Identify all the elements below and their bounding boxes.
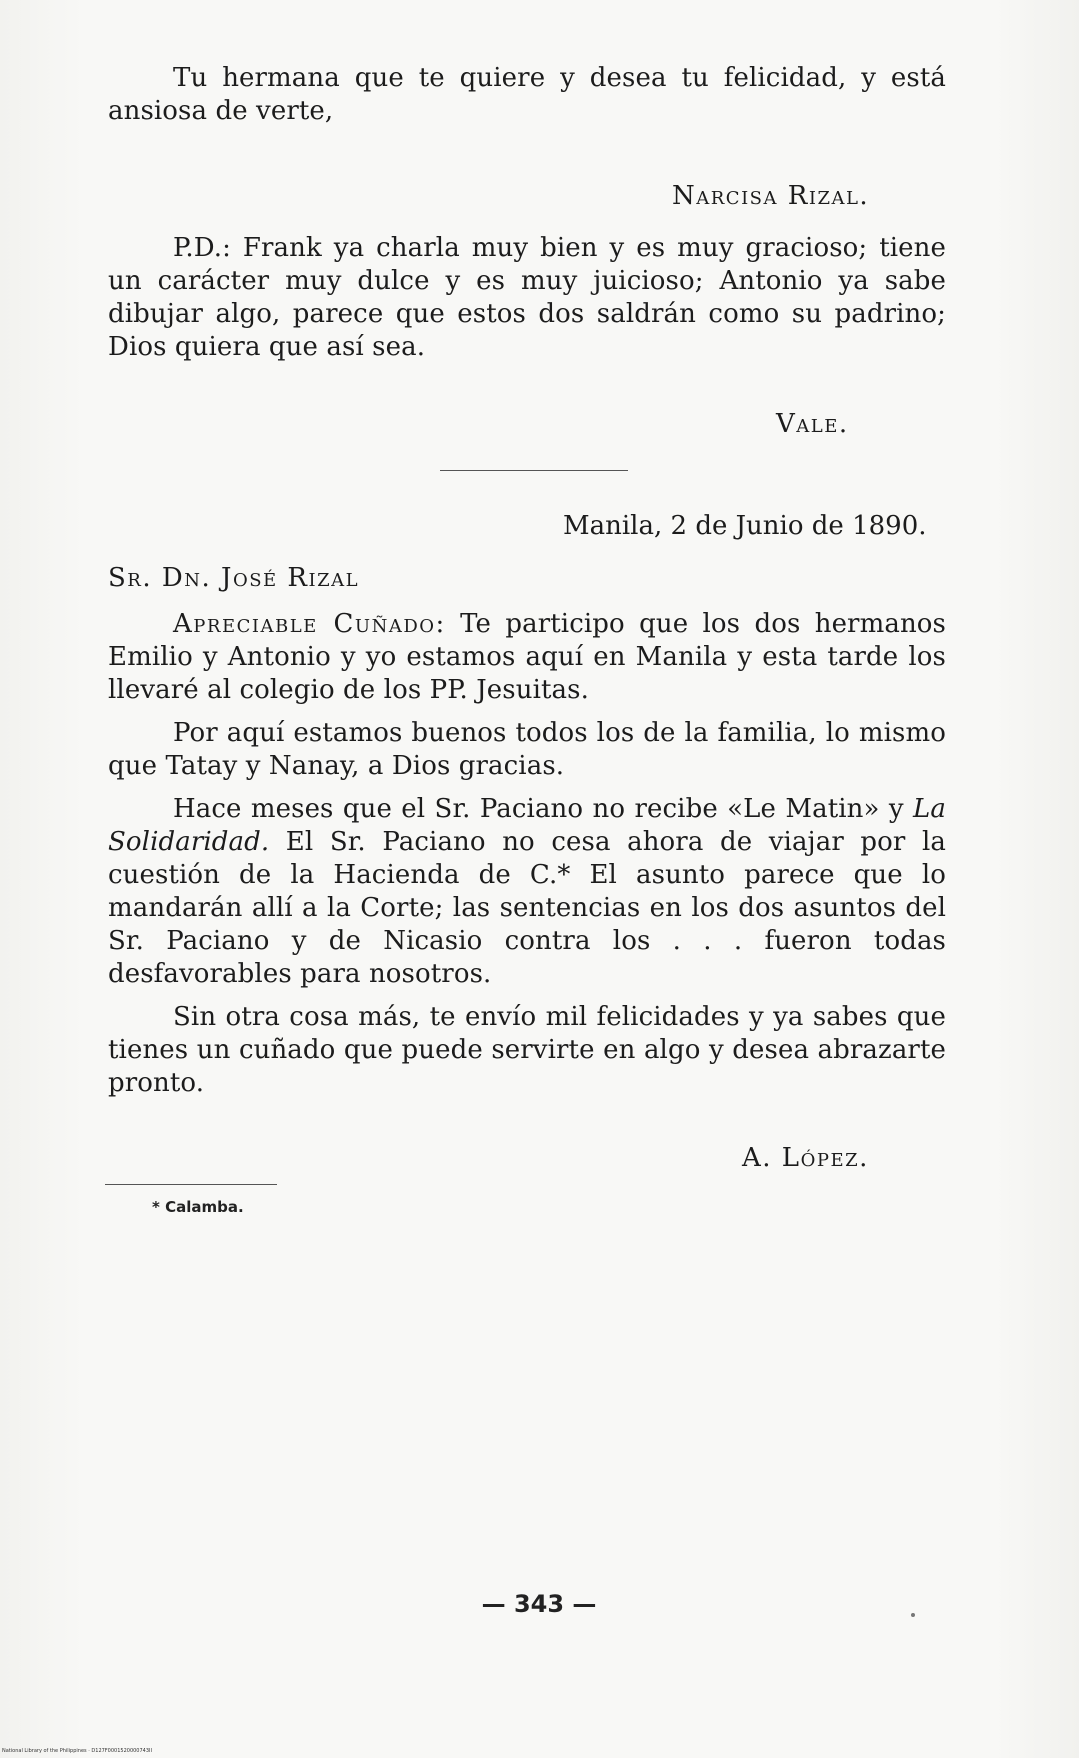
letter1-signature: Narcisa Rizal. (672, 181, 870, 211)
letter2-signature: A. López. (742, 1143, 869, 1173)
letter1-vale: Vale. (776, 409, 849, 439)
letter2-place-date: Manila, 2 de Junio de 1890. (563, 511, 927, 541)
newspaper-title: La Solidaridad. (108, 794, 946, 857)
footnote: * Calamba. (152, 1198, 244, 1216)
letter2-salutation: Apreciable Cuñado: (173, 609, 446, 639)
scan-speck (911, 1613, 915, 1617)
letter1-closing-block (108, 62, 946, 128)
letter2-body (108, 608, 946, 1100)
scan-credit: National Library of the Philippines · D127F0001520000743II (2, 1748, 152, 1754)
letter-separator (440, 470, 628, 471)
letter2-paragraph-1 (108, 608, 946, 707)
footnote-rule (105, 1184, 277, 1185)
letter1-postscript: P.D.: Frank ya charla muy bien y es muy gracioso; tiene un carácter muy dulce y es muy juicioso; Antonio ya sabe dibujar algo, parece que estos dos saldrán como su padrino; Dios quiera que así sea. (108, 233, 946, 362)
page-number: — 343 — (481, 1590, 597, 1618)
letter1-closing: Tu hermana que te quiere y desea tu felicidad, y está ansiosa de verte, (108, 63, 946, 126)
letter2-addressee: Sr. Dn. José Rizal (108, 563, 360, 593)
letter2-paragraph-3 (108, 793, 946, 991)
letter2-paragraph-4: Sin otra cosa más, te envío mil felicidades y ya sabes que tienes un cuñado que puede servirte en algo y desea abrazarte pronto. (108, 1002, 946, 1098)
letter2-p3-start: Hace meses que el Sr. Paciano no recibe «Le Matin» y (173, 794, 914, 824)
letter2-p1-text: Te participo que los dos hermanos Emilio y Antonio y yo estamos aquí en Manila y esta tarde los llevaré al colegio de los PP. Jesuitas. (108, 609, 946, 705)
letter2-p3-end: El Sr. Paciano no cesa ahora de viajar por la cuestión de la Hacienda de C.* El asunto parece que lo mandarán allí a la Corte; las sentencias en los dos asuntos del Sr. Paciano y de Nicasio contra los . . . fueron todas desfavorables para nosotros. (108, 827, 946, 989)
letter1-postscript-block (108, 232, 946, 364)
letter2-paragraph-2: Por aquí estamos buenos todos los de la familia, lo mismo que Tatay y Nanay, a Dios gracias. (108, 718, 946, 781)
